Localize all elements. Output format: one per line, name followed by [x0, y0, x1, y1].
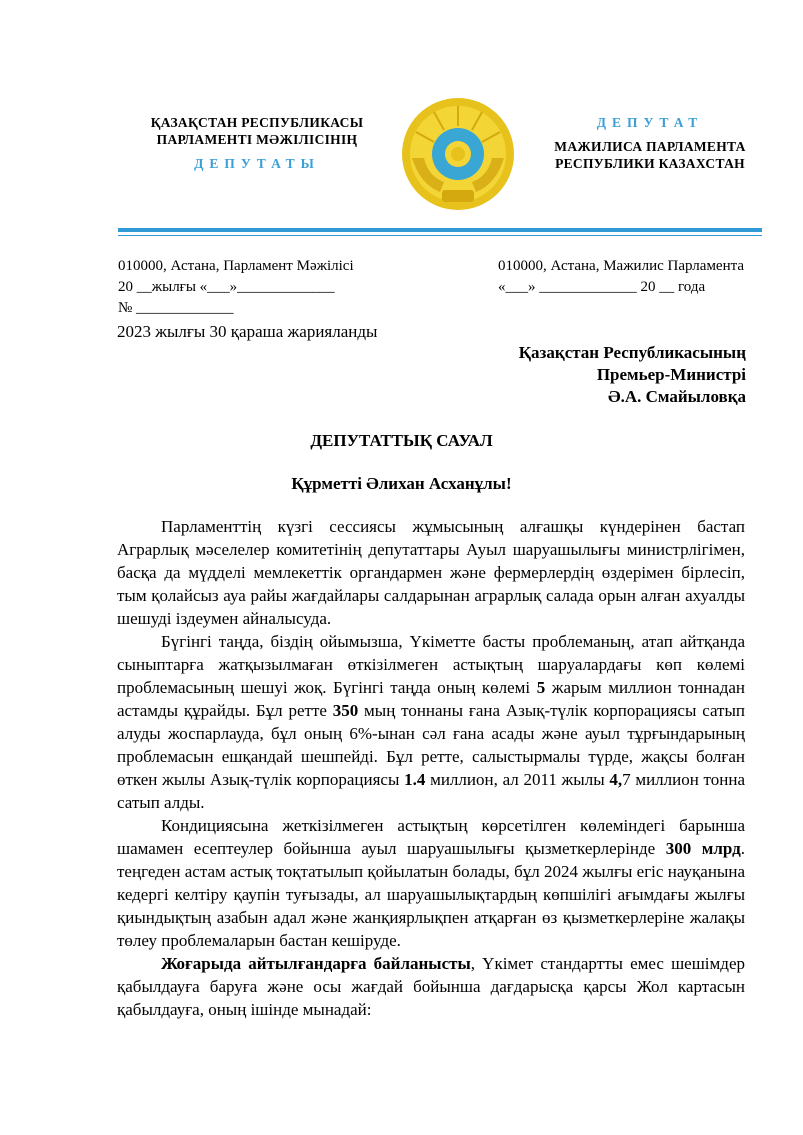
recipient-line3: Ә.А. Смайыловқа — [608, 387, 746, 406]
header-right — [530, 114, 770, 172]
header-left-line1: ҚАЗАҚСТАН РЕСПУБЛИКАСЫ — [150, 115, 364, 130]
header-right-line1: ДЕПУТАТ — [596, 115, 704, 130]
header-left — [112, 114, 402, 172]
paragraph-4: Жоғарыда айтылғандарға байланысты, Үкімет стандартты емес шешімдер қабылдауға баруға және осы жағдай бойынша дағдарысқа қарсы Жол картасын қабылдауға, оның ішінде мынадай: — [117, 954, 745, 1019]
address-left-line2: 20 __жылғы «___»_____________ — [118, 279, 335, 295]
document-body — [117, 515, 745, 1021]
address-left — [118, 256, 354, 319]
header-left-line2: ПАРЛАМЕНТІ МӘЖІЛІСІНІҢ — [156, 132, 358, 147]
paragraph-2: Бүгінгі таңда, біздің ойымызша, Үкіметте басты проблеманың, атап айтқанда сыныптарға жатқызылмаған өткізілмеген астықтың шаруалардағы көп көлемі проблемасының шешуі жоқ. Бүгінгі таңда оның көлемі 5 жарым миллион тоннадан астамды құрайды. Бұл ретте 350 мың тоннаны ғана Азық-түлік корпорациясы сатып алуды жоспарлауда, бұл оның 6%-ынан сәл ғана асады және ауыл тұрғындарының проблемасын ешқандай шешпейді. Бұл ретте, салыстырмалы түрде, жақсы болған өткен жылы Азық-түлік корпорациясы 1.4 миллион, ал 2011 жылы 4,7 миллион тонна сатып алды. — [117, 632, 745, 812]
address-left-line1: 010000, Астана, Парламент Мәжілісі — [118, 258, 354, 274]
header-rule-thin — [118, 235, 762, 236]
header-right-line3: РЕСПУБЛИКИ КАЗАХСТАН — [555, 156, 745, 171]
recipient-line1: Қазақстан Республикасының — [518, 343, 746, 362]
paragraph-1: Парламенттің күзгі сессиясы жұмысының алғашқы күндерінен бастап Аграрлық мәселелер комитетінің депутаттары Ауыл шаруашылығы министрлігімен, басқа да мүдделі мемлекеттік органдармен және фермерлердің өздерімен бірлесіп, тым қолайсыз ауа райы жағдайлары салдарынан аграрлық салада орын алған ахуалды шешуді іздеумен айналысуда. — [117, 517, 745, 628]
recipient-line2: Премьер-Министрі — [596, 365, 746, 384]
header-rule-thick — [118, 228, 762, 232]
salutation: Құрметті Әлихан Асханұлы! — [291, 474, 512, 493]
address-right-line2: «___» _____________ 20 __ года — [498, 279, 706, 295]
header-left-line3: ДЕПУТАТЫ — [194, 156, 320, 171]
recipient — [519, 342, 746, 408]
header-right-line2: МАЖИЛИСА ПАРЛАМЕНТА — [554, 139, 746, 154]
address-left-line3: № _____________ — [118, 300, 234, 316]
state-emblem-icon — [400, 96, 516, 212]
paragraph-3: Кондициясына жеткізілмеген астықтың көрсетілген көлеміндегі барынша шамамен есептеулер бойынша ауыл шаруашылығы қызметкерлерінде 300 млрд. теңгеден астам астық тоқтатылып қойылатын болады, бұл 2024 жылғы егіс науқанына кедергі келтіру қаупін туғызады, ал шаруашылықтардың көпшілігі ағымдағы жылғы қиындықтың азабын адал және жанқиярлықпен атқарған өз қызметкерлеріне жалақы төлеу проблемаларын бастан кешіруде. — [117, 816, 745, 950]
document-title: ДЕПУТАТТЫҚ САУАЛ — [310, 431, 493, 450]
address-right — [498, 256, 744, 298]
published-date: 2023 жылғы 30 қараша жарияланды — [117, 322, 378, 341]
address-right-line1: 010000, Астана, Мажилис Парламента — [498, 258, 745, 274]
